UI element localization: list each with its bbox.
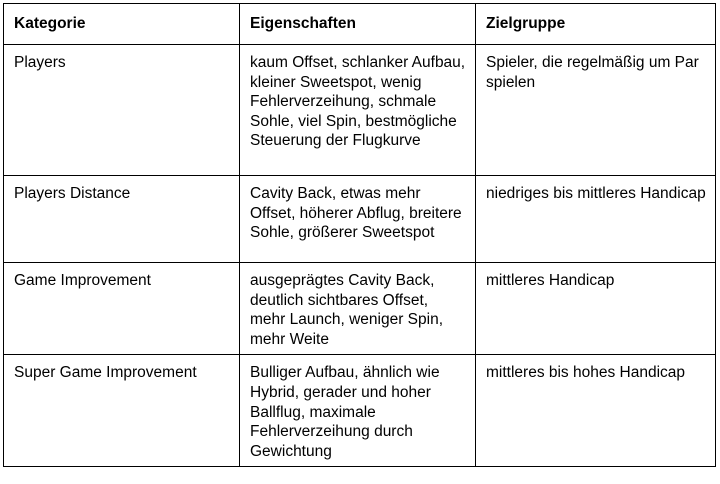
table-row	[4, 355, 716, 467]
cell-eigenschaften: Bulliger Aufbau, ähnlich wie Hybrid, gerader und hoher Ballflug, maximale Fehlerverzeihung durch Gewichtung	[240, 355, 476, 467]
cell-eigenschaften: ausgeprägtes Cavity Back, deutlich sichtbares Offset, mehr Launch, weniger Spin, mehr Weite	[240, 263, 476, 355]
iron-category-table	[3, 3, 716, 467]
table-header-row	[4, 4, 716, 45]
cell-eigenschaften: Cavity Back, etwas mehr Offset, höherer Abflug, breitere Sohle, größerer Sweetspot	[240, 176, 476, 263]
header-zielgruppe: Zielgruppe	[476, 4, 716, 45]
cell-zielgruppe: mittleres bis hohes Handicap	[476, 355, 716, 467]
header-eigenschaften: Eigenschaften	[240, 4, 476, 45]
header-kategorie: Kategorie	[4, 4, 240, 45]
table-row	[4, 45, 716, 176]
cell-kategorie: Players Distance	[4, 176, 240, 263]
iron-category-table-container	[3, 3, 716, 467]
cell-zielgruppe: niedriges bis mittleres Handicap	[476, 176, 716, 263]
cell-kategorie: Super Game Improvement	[4, 355, 240, 467]
table-row	[4, 263, 716, 355]
cell-eigenschaften: kaum Offset, schlanker Aufbau, kleiner Sweetspot, wenig Fehlerverzeihung, schmale Sohle, viel Spin, bestmögliche Steuerung der Flugkurve	[240, 45, 476, 176]
cell-zielgruppe: mittleres Handicap	[476, 263, 716, 355]
table-row	[4, 176, 716, 263]
cell-zielgruppe: Spieler, die regelmäßig um Par spielen	[476, 45, 716, 176]
cell-kategorie: Players	[4, 45, 240, 176]
cell-kategorie: Game Improvement	[4, 263, 240, 355]
